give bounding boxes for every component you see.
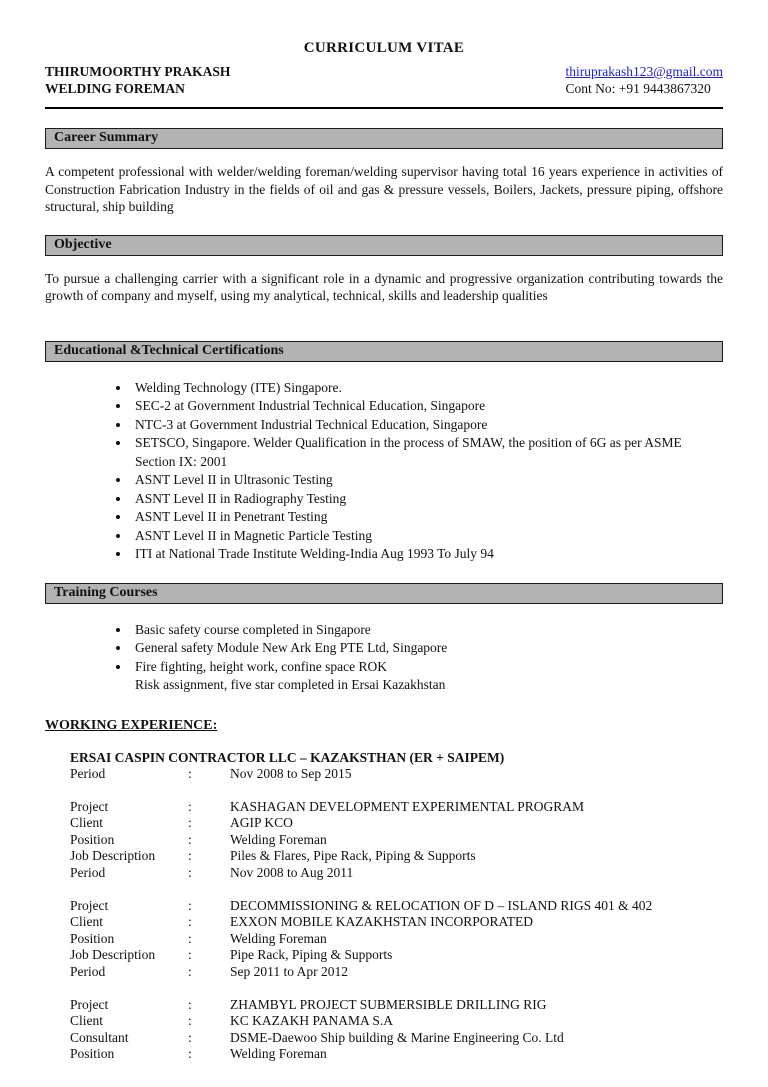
working-experience-heading: WORKING EXPERIENCE:: [45, 717, 218, 733]
list-item: • ASNT Level II in Radiography Testing: [131, 490, 723, 509]
section-heading-objective: Objective: [45, 235, 723, 256]
section-heading-certifications: Educational &Technical Certifications: [45, 341, 723, 362]
row-label: Period: [70, 963, 106, 979]
row-label: Project: [70, 897, 109, 913]
candidate-role: WELDING FOREMAN: [45, 81, 185, 96]
row-colon: :: [188, 831, 192, 847]
candidate-name: THIRUMOORTHY PRAKASH: [45, 64, 231, 79]
employer-name: ERSAI CASPIN CONTRACTOR LLC – KAZAKSTHAN (ER + SAIPEM): [70, 749, 505, 765]
list-item: • ASNT Level II in Ultrasonic Testing: [131, 471, 723, 490]
row-label: Client: [70, 1013, 103, 1029]
list-item: • Welding Technology (ITE) Singapore.: [131, 379, 723, 398]
detail-row: [70, 865, 723, 882]
row-value: DECOMMISSIONING & RELOCATION OF D – ISLAND RIGS 401 & 402: [230, 897, 653, 913]
project-block-2: [70, 898, 723, 981]
detail-row: [70, 931, 723, 948]
row-value: Pipe Rack, Piping & Supports: [230, 947, 393, 963]
detail-row: [70, 914, 723, 931]
objective-text: To pursue a challenging carrier with a significant role in a dynamic and progressive organization contributing towards the growth of company and myself, using my analytical, technical, skills and leadership qualities: [45, 270, 723, 304]
row-colon: :: [188, 1029, 192, 1045]
row-colon: :: [188, 864, 192, 880]
header: [45, 63, 723, 97]
detail-row: [70, 898, 723, 915]
row-value: Welding Foreman: [230, 831, 327, 847]
list-item: • ITI at National Trade Institute Welding-India Aug 1993 To July 94: [131, 545, 723, 564]
row-value: Nov 2008 to Sep 2015: [230, 765, 352, 781]
row-label: Project: [70, 996, 109, 1012]
detail-row: [70, 1030, 723, 1047]
list-item: • ASNT Level II in Penetrant Testing: [131, 508, 723, 527]
employer-period-block: [70, 766, 723, 783]
row-label: Job Description: [70, 848, 156, 864]
row-value: Welding Foreman: [230, 1046, 327, 1062]
row-value: Nov 2008 to Aug 2011: [230, 864, 354, 880]
row-value: KC KAZAKH PANAMA S.A: [230, 1013, 394, 1029]
row-value: DSME-Daewoo Ship building & Marine Engineering Co. Ltd: [230, 1029, 564, 1045]
page-title: CURRICULUM VITAE: [303, 40, 465, 56]
row-value: Welding Foreman: [230, 930, 327, 946]
candidate-block: [45, 63, 230, 97]
row-label: Position: [70, 1046, 115, 1062]
row-value: AGIP KCO: [230, 815, 293, 831]
row-colon: :: [188, 798, 192, 814]
contact-number: Cont No: +91 9443867320: [565, 81, 711, 96]
list-item: • ASNT Level II in Magnetic Particle Testing: [131, 527, 723, 546]
row-label: Period: [70, 765, 106, 781]
section-heading-career-summary: Career Summary: [45, 128, 723, 149]
row-label: Client: [70, 914, 103, 930]
list-item: • Basic safety course completed in Singapore: [131, 621, 723, 640]
list-item: • SETSCO, Singapore. Welder Qualification in the process of SMAW, the position of 6G as per ASME Section IX: 2001: [131, 434, 723, 471]
detail-row: [70, 799, 723, 816]
row-value: Sep 2011 to Apr 2012: [230, 963, 348, 979]
list-item: • NTC-3 at Government Industrial Technical Education, Singapore: [131, 416, 723, 435]
training-continuation: Risk assignment, five star completed in Ersai Kazakhstan: [135, 677, 446, 693]
career-summary-text: A competent professional with welder/welding foreman/welding supervisor having total 16 years experience in activities of Construction Fabrication Industry in the fields of oil and gas & pressure vessels, Boilers, Jackets, pressure piping, offshore structural, ship building: [45, 164, 723, 215]
contact-block: [565, 63, 723, 97]
detail-row: [70, 947, 723, 964]
row-value: Piles & Flares, Pipe Rack, Piping & Supports: [230, 848, 476, 864]
training-list: [115, 621, 723, 677]
project-block-3: [70, 997, 723, 1063]
row-label: Job Description: [70, 947, 156, 963]
row-colon: :: [188, 914, 192, 930]
row-value: KASHAGAN DEVELOPMENT EXPERIMENTAL PROGRAM: [230, 798, 585, 814]
row-value: EXXON MOBILE KAZAKHSTAN INCORPORATED: [230, 914, 534, 930]
detail-row: [70, 964, 723, 981]
header-divider: [45, 107, 723, 109]
row-value: ZHAMBYL PROJECT SUBMERSIBLE DRILLING RIG: [230, 996, 547, 1012]
certifications-list: [115, 379, 723, 564]
row-label: Period: [70, 864, 106, 880]
row-colon: :: [188, 897, 192, 913]
row-label: Consultant: [70, 1029, 129, 1045]
project-block-1: [70, 799, 723, 882]
detail-row: [70, 848, 723, 865]
detail-row: [70, 1046, 723, 1063]
list-item: • General safety Module New Ark Eng PTE Ltd, Singapore: [131, 639, 723, 658]
row-label: Project: [70, 798, 109, 814]
row-colon: :: [188, 848, 192, 864]
detail-row: [70, 1013, 723, 1030]
detail-row: [70, 832, 723, 849]
list-item: • Fire fighting, height work, confine space ROK: [131, 658, 723, 677]
row-colon: :: [188, 815, 192, 831]
row-colon: :: [188, 947, 192, 963]
row-colon: :: [188, 930, 192, 946]
row-colon: :: [188, 765, 192, 781]
list-item: • SEC-2 at Government Industrial Technical Education, Singapore: [131, 397, 723, 416]
detail-row: [70, 766, 723, 783]
email-link[interactable]: thiruprakash123@gmail.com: [565, 64, 723, 79]
row-label: Position: [70, 930, 115, 946]
row-colon: :: [188, 1046, 192, 1062]
row-colon: :: [188, 996, 192, 1012]
detail-row: [70, 997, 723, 1014]
row-colon: :: [188, 1013, 192, 1029]
row-label: Position: [70, 831, 115, 847]
detail-row: [70, 815, 723, 832]
section-heading-training: Training Courses: [45, 583, 723, 604]
row-label: Client: [70, 815, 103, 831]
row-colon: :: [188, 963, 192, 979]
